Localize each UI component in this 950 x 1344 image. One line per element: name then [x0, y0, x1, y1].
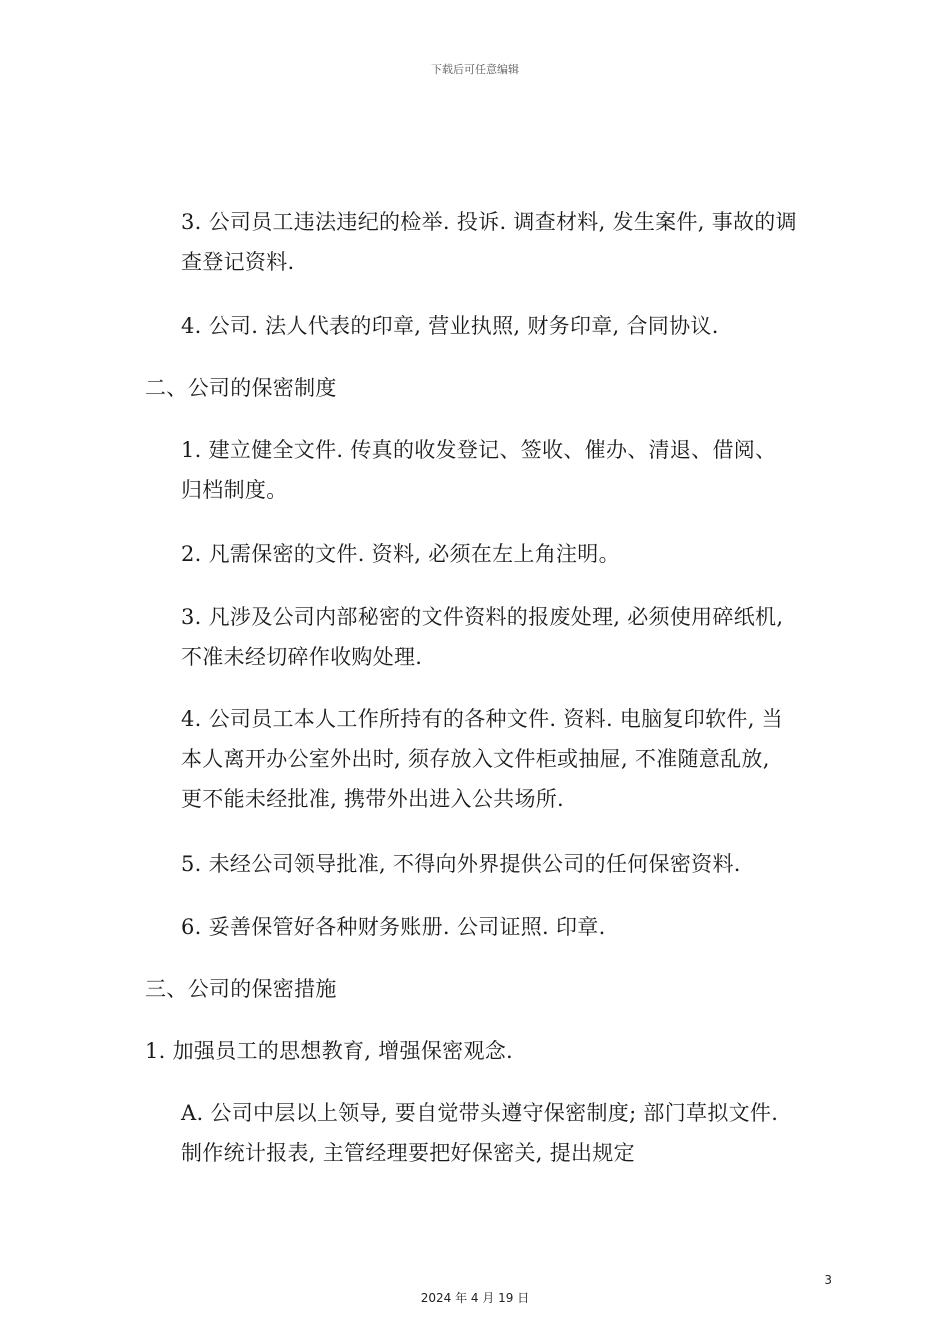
text-line: 更不能未经批准, 携带外出进入公共场所. [181, 787, 565, 811]
text-line: 3. 公司员工违法违纪的检举. 投诉. 调查材料, 发生案件, 事故的调 [181, 210, 797, 234]
text-line: 4. 公司. 法人代表的印章, 营业执照, 财务印章, 合同协议. [181, 314, 719, 338]
text-line: 归档制度。 [181, 478, 288, 502]
paragraph-measure-1 [145, 1031, 513, 1071]
text-line: 1. 加强员工的思想教育, 增强保密观念. [145, 1039, 514, 1063]
page-header: 下载后可任意编辑 [431, 63, 519, 76]
text-line: A. 公司中层以上领导, 要自觉带头遵守保密制度; 部门草拟文件. [181, 1101, 779, 1125]
section-heading-2 [145, 368, 337, 408]
paragraph-rule-5 [181, 844, 741, 884]
paragraph-rule-4 [181, 699, 783, 819]
text-line: 4. 公司员工本人工作所持有的各种文件. 资料. 电脑复印软件, 当 [181, 707, 783, 731]
page-number: 3 [824, 1273, 832, 1287]
text-line: 制作统计报表, 主管经理要把好保密关, 提出规定 [181, 1141, 635, 1165]
paragraph-rule-6 [181, 907, 606, 947]
heading-text: 三、公司的保密措施 [145, 977, 337, 1001]
paragraph-rule-1 [181, 430, 776, 510]
footer-date: 2024 年 4 月 19 日 [420, 1291, 530, 1305]
paragraph-item-4-seals [181, 306, 719, 346]
paragraph-item-3-records [181, 202, 797, 282]
text-line: 3. 凡涉及公司内部秘密的文件资料的报废处理, 必须使用碎纸机, [181, 605, 784, 629]
heading-text: 二、公司的保密制度 [145, 376, 337, 400]
text-line: 不准未经切碎作收购处理. [181, 645, 423, 669]
text-line: 6. 妥善保管好各种财务账册. 公司证照. 印章. [181, 915, 606, 939]
text-line: 5. 未经公司领导批准, 不得向外界提供公司的任何保密资料. [181, 852, 741, 876]
paragraph-measure-a [181, 1093, 778, 1173]
section-heading-3 [145, 969, 337, 1009]
paragraph-rule-3 [181, 597, 783, 677]
text-line: 本人离开办公室外出时, 须存放入文件柜或抽屉, 不准随意乱放, [181, 747, 770, 771]
text-line: 查登记资料. [181, 250, 295, 274]
paragraph-rule-2 [181, 534, 620, 574]
text-line: 1. 建立健全文件. 传真的收发登记、签收、催办、清退、借阅、 [181, 438, 777, 462]
text-line: 2. 凡需保密的文件. 资料, 必须在左上角注明。 [181, 542, 620, 566]
